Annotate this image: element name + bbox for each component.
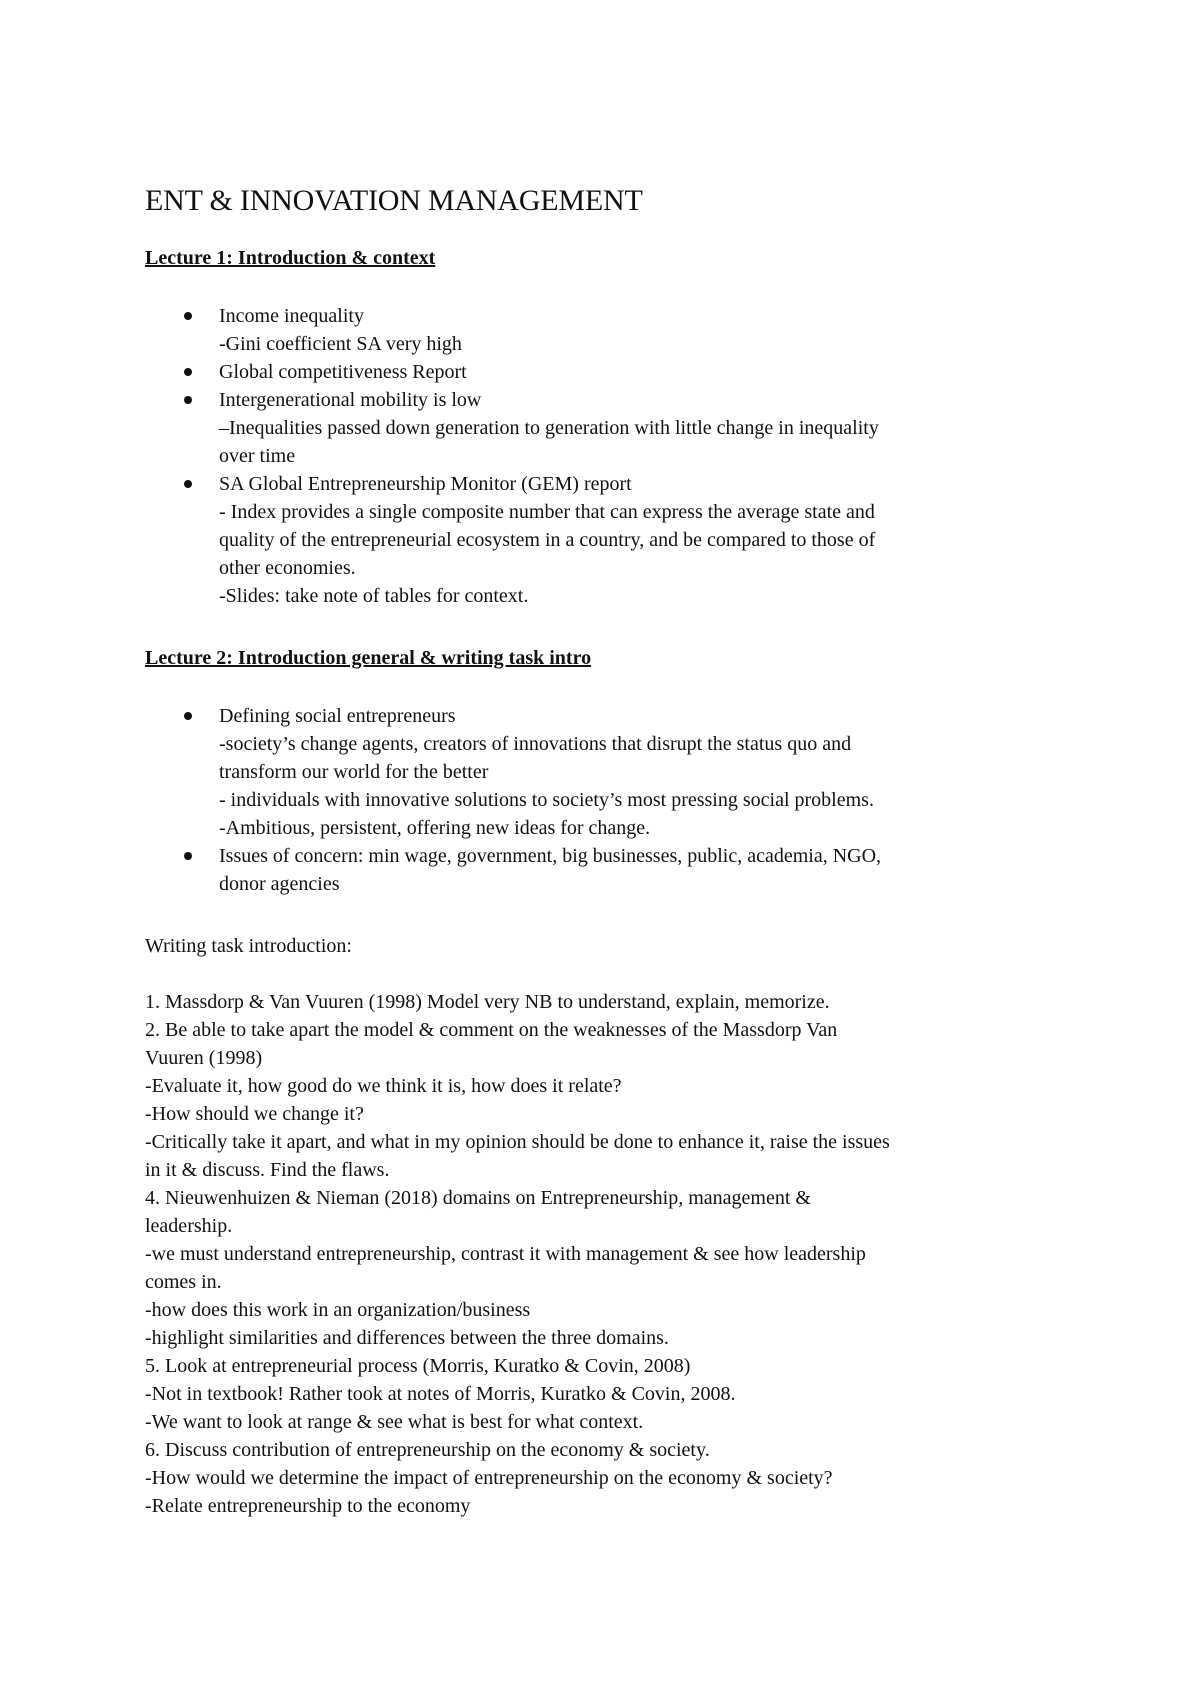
bullet-subtext: over time — [219, 445, 296, 467]
bullet-subtext: - Index provides a single composite number that can express the average state and — [219, 501, 875, 523]
writing-task-line: -we must understand entrepreneurship, contrast it with management & see how leadership — [145, 1243, 866, 1265]
writing-task-line: -highlight similarities and differences between the three domains. — [145, 1327, 669, 1349]
writing-task-intro: Writing task introduction: — [145, 935, 352, 957]
writing-task-line: -Relate entrepreneurship to the economy — [145, 1495, 471, 1517]
writing-task-line: 6. Discuss contribution of entrepreneurship on the economy & society. — [145, 1439, 710, 1461]
lecture-1-bullet-list — [145, 302, 1075, 610]
writing-task-line: -Not in textbook! Rather took at notes of Morris, Kuratko & Covin, 2008. — [145, 1383, 736, 1405]
writing-task-line: -How would we determine the impact of entrepreneurship on the economy & society? — [145, 1467, 833, 1489]
bullet-text: Intergenerational mobility is low — [219, 389, 482, 411]
lecture-2-bullet-list — [145, 702, 1075, 898]
bullet-text: Defining social entrepreneurs — [219, 705, 456, 727]
lecture-1-heading: Lecture 1: Introduction & context — [145, 247, 436, 269]
writing-task-line: 5. Look at entrepreneurial process (Morris, Kuratko & Covin, 2008) — [145, 1355, 691, 1377]
bullet-item — [145, 702, 1075, 842]
bullet-text: Global competitiveness Report — [219, 361, 467, 383]
bullet-dot-icon — [184, 712, 192, 720]
bullet-dot-icon — [184, 480, 192, 488]
bullet-subtext: transform our world for the better — [219, 761, 489, 783]
writing-task-line: 4. Nieuwenhuizen & Nieman (2018) domains on Entrepreneurship, management & — [145, 1187, 811, 1209]
writing-task-line: leadership. — [145, 1215, 233, 1237]
bullet-dot-icon — [184, 396, 192, 404]
bullet-item — [145, 302, 1075, 358]
writing-task-lines — [145, 988, 1075, 1520]
bullet-item — [145, 358, 1075, 386]
writing-task-line: -We want to look at range & see what is best for what context. — [145, 1411, 644, 1433]
paragraph-spacer — [145, 960, 1075, 988]
bullet-text: SA Global Entrepreneurship Monitor (GEM) report — [219, 473, 632, 495]
writing-task-line: -How should we change it? — [145, 1103, 364, 1125]
document-page — [145, 180, 1075, 1520]
bullet-subtext: donor agencies — [219, 873, 340, 895]
bullet-dot-icon — [184, 368, 192, 376]
bullet-subtext: -Gini coefficient SA very high — [219, 333, 462, 355]
writing-task-line: -Evaluate it, how good do we think it is, how does it relate? — [145, 1075, 622, 1097]
writing-task-line: 1. Massdorp & Van Vuuren (1998) Model very NB to understand, explain, memorize. — [145, 991, 830, 1013]
writing-task-line: 2. Be able to take apart the model & comment on the weaknesses of the Massdorp Van — [145, 1019, 838, 1041]
writing-task-line: -Critically take it apart, and what in my opinion should be done to enhance it, raise the issues — [145, 1131, 890, 1153]
bullet-subtext: other economies. — [219, 557, 356, 579]
bullet-subtext: –Inequalities passed down generation to generation with little change in inequality — [219, 417, 879, 439]
bullet-item — [145, 470, 1075, 610]
lecture-2-heading: Lecture 2: Introduction general & writing task intro — [145, 647, 592, 669]
bullet-subtext: -society’s change agents, creators of innovations that disrupt the status quo and — [219, 733, 852, 755]
bullet-text: Issues of concern: min wage, government, big businesses, public, academia, NGO, — [219, 845, 882, 867]
bullet-subtext: quality of the entrepreneurial ecosystem in a country, and be compared to those of — [219, 529, 876, 551]
writing-task-line: -how does this work in an organization/business — [145, 1299, 531, 1321]
bullet-dot-icon — [184, 852, 192, 860]
bullet-subtext: - individuals with innovative solutions to society’s most pressing social problems. — [219, 789, 874, 811]
bullet-subtext: -Slides: take note of tables for context. — [219, 585, 529, 607]
writing-task-line: Vuuren (1998) — [145, 1047, 263, 1069]
document-title: ENT & INNOVATION MANAGEMENT — [145, 184, 643, 217]
writing-task-line: in it & discuss. Find the flaws. — [145, 1159, 390, 1181]
bullet-item — [145, 842, 1075, 898]
bullet-text: Income inequality — [219, 305, 364, 327]
bullet-item — [145, 386, 1075, 470]
bullet-subtext: -Ambitious, persistent, offering new ideas for change. — [219, 817, 651, 839]
writing-task-line: comes in. — [145, 1271, 222, 1293]
bullet-dot-icon — [184, 312, 192, 320]
